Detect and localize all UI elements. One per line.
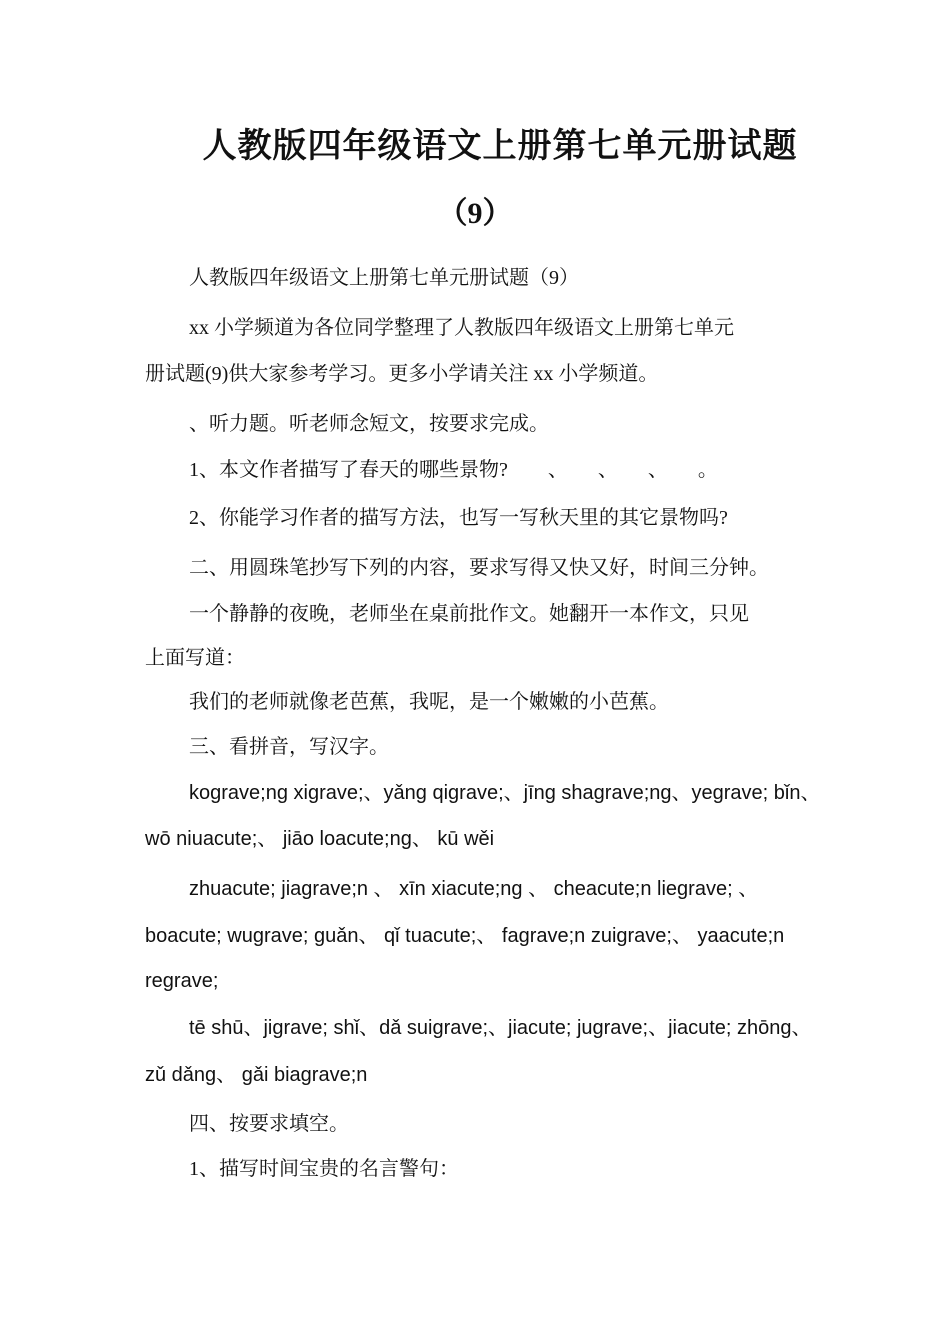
section-copy-heading: 二、用圆珠笔抄写下列的内容，要求写得又快又好，时间三分钟。 — [189, 557, 769, 579]
copy-text-line-3: 我们的老师就像老芭蕉，我呢，是一个嫩嫩的小芭蕉。 — [189, 691, 669, 713]
pinyin-line-3: zhuacute; jiagrave;n 、 xīn xiacute;ng 、 cheacute;n liegrave; 、 — [189, 878, 759, 900]
question-1: 1、本文作者描写了春天的哪些景物? 、 、 、 。 — [189, 459, 718, 481]
intro-title-line: 人教版四年级语文上册第七单元册试题（9） — [189, 267, 579, 289]
intro-paragraph-line-1: xx 小学频道为各位同学整理了人教版四年级语文上册第七单元 — [189, 317, 734, 339]
pinyin-line-6: tē shū、jigrave; shǐ、dǎ suigrave;、jiacute; jugrave;、jiacute; zhōng、 — [189, 1017, 812, 1039]
question-2: 2、你能学习作者的描写方法，也写一写秋天里的其它景物吗? — [189, 507, 728, 529]
document-title-number: （9） — [437, 197, 513, 230]
section-listening-heading: 、听力题。听老师念短文，按要求完成。 — [189, 413, 549, 435]
fill-question-1: 1、描写时间宝贵的名言警句： — [189, 1158, 459, 1180]
pinyin-line-1: kograve;ng xigrave;、yǎng qigrave;、jīng shagrave;ng、yegrave; bǐn、 — [189, 782, 821, 804]
copy-text-line-1: 一个静静的夜晚，老师坐在桌前批作文。她翻开一本作文，只见 — [189, 603, 749, 625]
pinyin-line-5: regrave; — [145, 970, 219, 992]
intro-paragraph-line-2: 册试题(9)供大家参考学习。更多小学请关注 xx 小学频道。 — [145, 363, 659, 385]
pinyin-line-7: zǔ dǎng、 gǎi biagrave;n — [145, 1064, 368, 1086]
section-fill-heading: 四、按要求填空。 — [189, 1113, 349, 1135]
copy-text-line-2: 上面写道： — [145, 647, 245, 669]
document-title: 人教版四年级语文上册第七单元册试题 — [202, 128, 798, 165]
pinyin-line-2: wō niuacute;、 jiāo loacute;ng、 kū wěi — [145, 828, 495, 850]
section-pinyin-heading: 三、看拼音，写汉字。 — [189, 736, 389, 758]
pinyin-line-4: boacute; wugrave; guǎn、 qǐ tuacute;、 fagrave;n zuigrave;、 yaacute;n — [145, 925, 785, 947]
